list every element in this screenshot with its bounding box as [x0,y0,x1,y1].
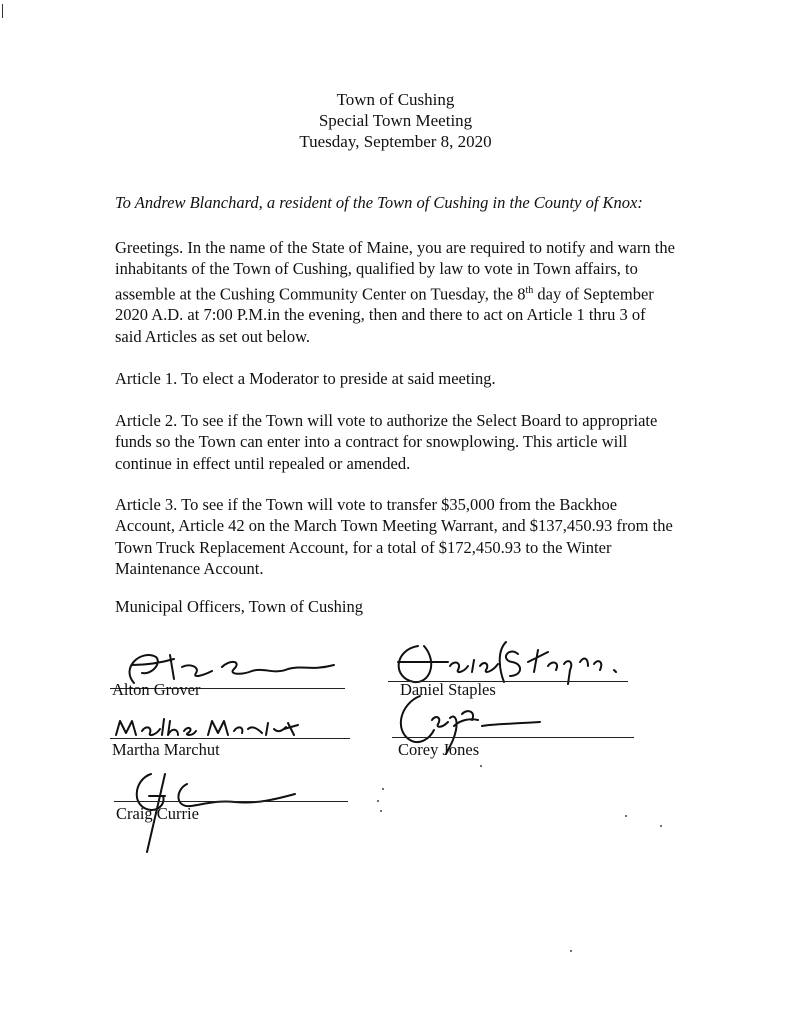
scan-speck [480,765,482,767]
signature-line-2 [110,738,350,739]
greeting-superscript: th [525,284,534,296]
signatory-name-3: Craig Currie [116,804,199,823]
scan-speck [377,800,379,802]
document-header [0,89,791,152]
signatory-name-2: Martha Marchut [112,740,220,759]
article-1: Article 1. To elect a Moderator to preside at said meeting. [115,369,496,388]
signature-line-5 [392,737,634,738]
article-2: Article 2. To see if the Town will vote to authorize the Select Board to appropriate funds so the Town can enter into a contract for snowplowing. This article will continue in effect until repealed or amended. [115,411,658,473]
greeting-text-2: day of September 2020 A.D. at 7:00 P.M.in the evening, then and there to act on Article 1 thru 3 of said Articles as set out below. [115,284,654,346]
scan-speck [380,810,382,812]
meeting-title: Special Town Meeting [318,111,473,130]
signature-martha-marchut [112,713,302,741]
addressee: To Andrew Blanchard, a resident of the Town of Cushing in the County of Knox: [115,193,643,212]
officers-label: Municipal Officers, Town of Cushing [115,597,363,616]
signatory-name-5: Corey Jones [398,740,480,759]
signatory-name-1: Alton Grover [112,680,201,699]
town-name: Town of Cushing [336,90,455,109]
scan-speck [382,788,384,790]
signatory-name-4: Daniel Staples [400,680,496,699]
scan-speck [570,950,572,952]
greeting-paragraph [115,237,675,347]
article-3: Article 3. To see if the Town will vote to transfer $35,000 from the Backhoe Account, Article 42 on the March Town Meeting Warrant, and $137,450.93 from the Town Truck Replacement Account, for a total of $172,450.93 to the Winter Maintenance Account. [115,495,673,578]
greeting-text-1: Greetings. In the name of the State of Maine, you are required to notify and warn the inhabitants of the Town of Cushing, qualified by law to vote in Town affairs, to assemble at the Cushing Community Center on Tuesday, the 8 [115,238,675,304]
page-edge-mark [2,4,3,18]
signature-line-3 [114,801,348,802]
meeting-date: Tuesday, September 8, 2020 [299,132,492,151]
scan-speck [660,825,662,827]
scan-speck [625,815,627,817]
